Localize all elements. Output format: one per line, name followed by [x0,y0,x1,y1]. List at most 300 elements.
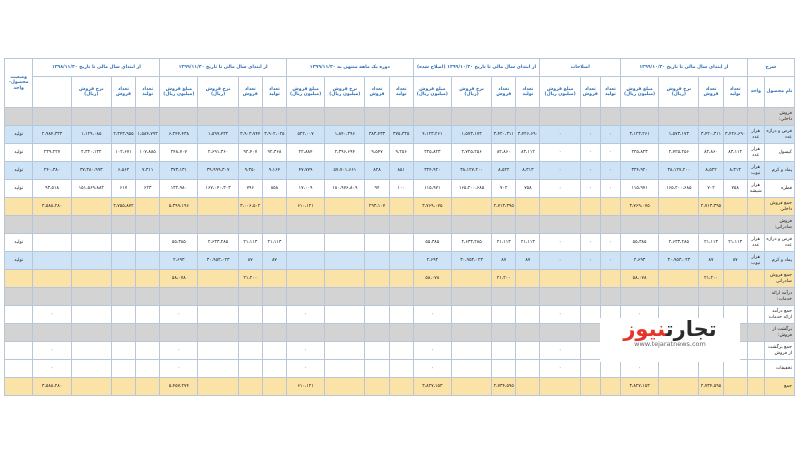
value-cell [389,378,413,396]
table-row [5,144,795,162]
cell [238,108,262,126]
table-row [5,234,795,252]
value-cell: ۰ [620,306,658,324]
value-cell [659,360,699,378]
value-cell: ۲۱،۲۰۰ [238,270,262,288]
unit-cell: هزار عدد [747,234,764,252]
value-cell [365,252,389,270]
adjustment-cell: ۰ [580,180,600,198]
value-cell [136,234,160,252]
value-cell: ۱،۵۹۹،۴۳۲ [198,126,238,144]
adjustment-cell [540,198,580,216]
unit-cell: هزار تیوب [747,162,764,180]
cell [198,324,238,342]
status-cell: تولید [5,180,33,198]
logo-site: www.tejaratnews.com [634,340,706,348]
value-cell: ۱۶۷،۰۴۰،۳۰۳ [198,180,238,198]
header-row-periods [5,59,795,77]
value-cell [492,360,516,378]
value-cell: ۲،۶۳۳،۲۸۵ [451,234,491,252]
adjustment-cell: ۰ [540,144,580,162]
value-cell: ۹،۱۶۴ [262,162,286,180]
value-cell: ۲۱،۱۱۳ [238,234,262,252]
value-cell [136,252,160,270]
value-cell: ۸۷ [723,252,747,270]
header-row-columns [5,77,795,108]
value-cell: ۸،۵۲۲ [699,162,723,180]
table-row [5,252,795,270]
cell [540,216,580,234]
cell [723,108,747,126]
col-adj-amount: مبلغ فروش (میلیون ریال) [540,77,580,108]
value-cell [71,360,111,378]
cell [198,288,238,306]
cell [71,324,111,342]
cell [160,216,198,234]
cell [699,288,723,306]
cell [5,288,33,306]
cell [389,324,413,342]
value-cell: ۷،۳۱۱ [136,162,160,180]
col-p1-prod-qty: تعداد تولید [723,77,747,108]
value-cell [723,270,747,288]
value-cell [33,270,71,288]
value-cell: ۸۵۱ [389,162,413,180]
value-cell: ۶۱۰،۱۲۱ [286,378,324,396]
value-cell: ۸،۵۲۲ [492,162,516,180]
value-cell: ۶۱۰،۱۲۱ [286,198,324,216]
value-cell: ۱،۵۷۳،۱۷۳ [659,126,699,144]
value-cell: ۲،۷۳۴،۵۹۵ [699,378,723,396]
col-p5-sales-qty: تعداد فروش [111,77,135,108]
value-cell: ۲،۷۱۳،۳۹۵ [699,198,723,216]
value-cell: ۹۲،۴۰۷ [238,144,262,162]
value-cell [111,360,135,378]
value-cell [451,342,491,360]
value-cell [389,252,413,270]
cell [451,324,491,342]
value-cell: ۵۸،۰۷۸ [413,270,451,288]
value-cell [71,198,111,216]
value-cell: ۱۳۲،۹۸۰ [160,180,198,198]
cell [286,324,324,342]
total-row [5,378,795,396]
value-cell: ۵۷،۷۰۱،۶۶۱ [325,162,365,180]
cell [540,324,580,342]
value-cell: ۱۱۵،۹۷۱ [413,180,451,198]
cell [71,216,111,234]
adjustment-cell: ۰ [600,180,620,198]
value-cell: ۳،۴۲۶،۶۹۰ [516,126,540,144]
status-cell [5,198,33,216]
value-cell: ۳،۸۲۷،۱۵۳ [413,378,451,396]
table-row [5,162,795,180]
cell [659,216,699,234]
adjustment-cell: ۰ [580,126,600,144]
value-cell [365,342,389,360]
col-p5-prod-qty: تعداد تولید [136,77,160,108]
col-p1-rate: نرخ فروش (ریال) [659,77,699,108]
adjustment-cell [580,270,600,288]
value-cell: ۲،۶۳۳،۲۸۵ [198,234,238,252]
value-cell [659,378,699,396]
adjustment-cell: ۰ [600,252,620,270]
value-cell [365,306,389,324]
value-cell: ۶۱۷ [111,180,135,198]
value-cell: ۱،۱۲۹،۰۸۵ [71,126,111,144]
value-cell [136,342,160,360]
value-cell: ۶،۲۴۴،۴۳۸ [160,126,198,144]
section-label: برگشت از فروش: [764,324,794,342]
value-cell [136,306,160,324]
tejaratnews-logo [600,318,740,362]
value-cell: ۳۷۵،۳۳۵ [389,126,413,144]
value-cell: ۹،۵۴۷ [365,144,389,162]
value-cell: ۵۲۲،۰۰۷ [286,126,324,144]
adjustment-cell [540,378,580,396]
value-cell: ۳،۰۰۶،۵۰۲ [238,198,262,216]
value-cell: ۲۱،۱۱۳ [699,234,723,252]
section-label: فروش صادراتی: [764,216,794,234]
value-cell: ۱۵۱،۵۶۹،۸۸۲ [71,180,111,198]
value-cell: ۳۰،۹۵۳،۰۲۳ [451,252,491,270]
col-p2-rate: نرخ فروش (ریال) [451,77,491,108]
cell [33,108,71,126]
unit-cell: هزار عدد [747,126,764,144]
value-cell: ۰ [33,342,71,360]
col-p4-rate: نرخ فروش (ریال) [198,77,238,108]
adjustment-cell: ۰ [600,126,620,144]
value-cell: ۱،۸۴۰،۳۹۶ [325,126,365,144]
adjustment-cell: ۰ [540,360,580,378]
value-cell: ۲،۷۲۵،۲۵۶ [659,144,699,162]
cell [747,324,764,342]
product-name-cell: پماد و کرم [764,252,794,270]
cell [540,108,580,126]
cell [516,324,540,342]
cell [389,108,413,126]
value-cell: ۱،۵۷۳،۱۷۳ [451,126,491,144]
cell [5,108,33,126]
status-cell: تولید [5,234,33,252]
unit-cell [747,360,764,378]
status-cell [5,306,33,324]
value-cell: ۲،۹۸۴،۳۳۳ [33,126,71,144]
cell [136,288,160,306]
value-cell [699,360,723,378]
value-cell [659,270,699,288]
adjustment-cell: ۰ [600,162,620,180]
value-cell [365,378,389,396]
value-cell [111,252,135,270]
cell [325,324,365,342]
value-cell: ۳،۱۲۳،۲۶۱ [620,126,658,144]
adjustment-cell [580,378,600,396]
product-name-cell: قطره [764,180,794,198]
status-cell [5,270,33,288]
cell [286,288,324,306]
value-cell: ۲،۷۳۴،۵۹۵ [492,378,516,396]
cell [620,288,658,306]
product-name-cell: تخفیفات [764,360,794,378]
cell [136,216,160,234]
unit-cell: هزار شیشه [747,180,764,198]
value-cell [325,270,365,288]
cell [262,108,286,126]
value-cell: ۱۷،۰۰۹ [286,180,324,198]
value-cell [325,306,365,324]
cell [699,216,723,234]
cell [516,216,540,234]
cell [262,216,286,234]
col-p5-amount [33,77,71,108]
value-cell: ۲،۶۹۱،۳۶۰ [198,144,238,162]
adjustment-cell: ۰ [540,306,580,324]
cell [620,108,658,126]
value-cell: ۰ [413,360,451,378]
value-cell: ۲۱،۱۱۳ [723,234,747,252]
col-p4-prod-qty: تعداد تولید [262,77,286,108]
cell [325,216,365,234]
adjustment-cell: ۰ [540,126,580,144]
value-cell: ۱۶۵،۲۰۰،۶۸۵ [659,180,699,198]
value-cell: ۰ [286,342,324,360]
section-row [5,288,795,306]
adjustment-cell: ۰ [540,252,580,270]
value-cell: ۲۱،۱۱۳ [262,234,286,252]
value-cell: ۸۵۸ [262,180,286,198]
value-cell [262,270,286,288]
value-cell [723,198,747,216]
value-cell [198,198,238,216]
value-cell: ۰ [33,306,71,324]
cell [492,108,516,126]
value-cell [111,342,135,360]
cell [365,324,389,342]
cell [238,324,262,342]
cell [516,108,540,126]
status-cell [5,360,33,378]
value-cell [71,252,111,270]
value-cell: ۵،۴۵۷،۲۷۴ [160,378,198,396]
col-p3-prod-qty: تعداد تولید [389,77,413,108]
unit-cell [747,306,764,324]
value-cell [238,360,262,378]
adjustment-cell: ۰ [580,162,600,180]
value-cell [111,306,135,324]
col-adj-sales-qty: تعداد فروش [580,77,600,108]
cell [33,216,71,234]
value-cell: ۹۳،۵۱۸ [33,180,71,198]
value-cell: ۶،۵۶۲ [111,162,135,180]
cell [451,288,491,306]
value-cell [325,360,365,378]
value-cell: ۳۷۳،۱۳۱ [160,162,198,180]
cell [747,108,764,126]
value-cell [198,306,238,324]
section-row [5,108,795,126]
value-cell: ۲،۷۵۵،۸۷۲ [111,198,135,216]
value-cell: ۲۱،۲۰۰ [699,270,723,288]
header-period-3: دوره یک ماهه منتهی به ۱۳۹۹/۱۱/۳۰ [286,59,413,77]
cell [365,288,389,306]
value-cell [262,342,286,360]
header-period-4: از ابتدای سال مالی تا تاریخ ۱۳۹۹/۱۱/۳۰ [160,59,287,77]
logo-brand-accent: نیوز [623,317,666,341]
adjustment-cell [600,360,620,378]
value-cell [198,360,238,378]
value-cell: ۳۲۴،۹۲۰ [413,162,451,180]
value-cell [111,270,135,288]
value-cell: ۱۶۵،۲۰۰،۶۸۵ [451,180,491,198]
adjustment-cell: ۰ [600,144,620,162]
cell [262,324,286,342]
unit-cell [747,378,764,396]
value-cell [262,198,286,216]
header-period-2: از ابتدای سال مالی تا تاریخ ۱۳۹۹/۱۰/۳۰ (اصلاح شده) [413,59,540,77]
cell [198,216,238,234]
value-cell [111,234,135,252]
cell [659,108,699,126]
value-cell: ۳۹،۹۹۹،۳۰۷ [198,162,238,180]
value-cell: ۸۲۸ [365,162,389,180]
value-cell: ۰ [286,360,324,378]
value-cell: ۳،۴۲۶،۶۹۰ [723,126,747,144]
value-cell [262,360,286,378]
cell [600,288,620,306]
value-cell: ۱۸۰،۹۷۶،۸۰۹ [325,180,365,198]
adjustment-cell [580,342,600,360]
table-row [5,180,795,198]
value-cell [71,306,111,324]
value-cell: ۳،۷۶۹،۰۷۵ [413,198,451,216]
product-name-cell: جمع برگشت از فروش [764,342,794,360]
value-cell [71,234,111,252]
value-cell: ۷۵۸ [723,180,747,198]
value-cell: ۷۵۸ [516,180,540,198]
value-cell [325,252,365,270]
value-cell [262,306,286,324]
cell [33,324,71,342]
cell [286,108,324,126]
cell [600,216,620,234]
value-cell: ۰ [160,342,198,360]
product-name-cell: جمع درآمد ارائه خدمات [764,306,794,324]
value-cell [136,270,160,288]
value-cell [136,378,160,396]
value-cell: ۸،۳۱۳ [516,162,540,180]
value-cell [389,198,413,216]
value-cell [389,342,413,360]
value-cell [365,360,389,378]
value-cell [389,306,413,324]
cell [540,288,580,306]
value-cell [451,378,491,396]
value-cell [451,360,491,378]
value-cell: ۵۸،۰۷۸ [620,270,658,288]
cell [325,288,365,306]
value-cell: ۹،۳۵۰ [238,162,262,180]
value-cell [389,360,413,378]
value-cell: ۳،۷۶۹،۰۷۵ [620,198,658,216]
value-cell [33,234,71,252]
value-cell [286,234,324,252]
value-cell: ۸۲،۸۶۰ [492,144,516,162]
value-cell: ۰ [620,360,658,378]
adjustment-cell [580,360,600,378]
value-cell: ۴۷،۷۷۹ [286,162,324,180]
value-cell: ۰ [33,360,71,378]
value-cell [492,306,516,324]
section-row [5,216,795,234]
value-cell [516,342,540,360]
value-cell: ۲۲۵،۸۲۳ [620,144,658,162]
unit-cell [747,342,764,360]
value-cell: ۲،۳۴۳،۹۵۵ [111,126,135,144]
value-cell [198,342,238,360]
value-cell: ۲،۶۹۳ [620,252,658,270]
value-cell: ۵،۳۹۹،۱۹۶ [160,198,198,216]
value-cell: ۲۱،۱۱۳ [492,234,516,252]
unit-cell: هزار تیوب [747,252,764,270]
value-cell: ۱۱۵،۹۷۱ [620,180,658,198]
product-name-cell: قرص و دراژه عدد [764,126,794,144]
col-p1-sales-qty: تعداد فروش [699,77,723,108]
value-cell: ۸۷ [492,252,516,270]
cell [699,108,723,126]
col-p3-amount: مبلغ فروش (میلیون ریال) [286,77,324,108]
value-cell: ۲،۶۹۳ [160,252,198,270]
value-cell: ۲،۶۳۳،۲۸۵ [659,234,699,252]
cell [33,288,71,306]
value-cell [238,378,262,396]
cell [389,288,413,306]
value-cell: ۲،۳۹۶،۶۹۴ [325,144,365,162]
value-cell: ۰ [160,306,198,324]
status-cell: تولید [5,252,33,270]
value-cell: ۳۸،۱۲۷،۲۰۰ [659,162,699,180]
value-cell: ۲۹۳،۱۰۷ [365,198,389,216]
value-cell: ۵۵،۳۸۵ [620,234,658,252]
value-cell: ۲،۷۱۳،۳۹۵ [492,198,516,216]
cell [413,216,451,234]
value-cell [365,234,389,252]
value-cell: ۳،۹۰۲،۰۲۵ [262,126,286,144]
header-period-5: از ابتدای سال مالی تا تاریخ ۱۳۹۸/۱۱/۳۰ [33,59,160,77]
cell [451,108,491,126]
value-cell [723,378,747,396]
total-row [5,198,795,216]
value-cell [238,342,262,360]
cell [492,324,516,342]
value-cell: ۳۲۴،۹۲۰ [620,162,658,180]
cell [5,216,33,234]
cell [451,216,491,234]
cell [580,288,600,306]
value-cell [71,270,111,288]
value-cell: ۳،۵۸۸،۲۸۰ [33,198,71,216]
cell [620,216,658,234]
value-cell: ۱۰۲،۶۷۱ [111,144,135,162]
cell [516,288,540,306]
value-cell: ۳،۵۸۸،۲۸۰ [33,378,71,396]
adjustment-cell [600,198,620,216]
value-cell: ۸۷ [238,252,262,270]
cell [286,216,324,234]
value-cell: ۸۷ [516,252,540,270]
value-cell: ۲،۳۲۰،۱۳۲ [71,144,111,162]
col-p4-amount: مبلغ فروش (میلیون ریال) [160,77,198,108]
